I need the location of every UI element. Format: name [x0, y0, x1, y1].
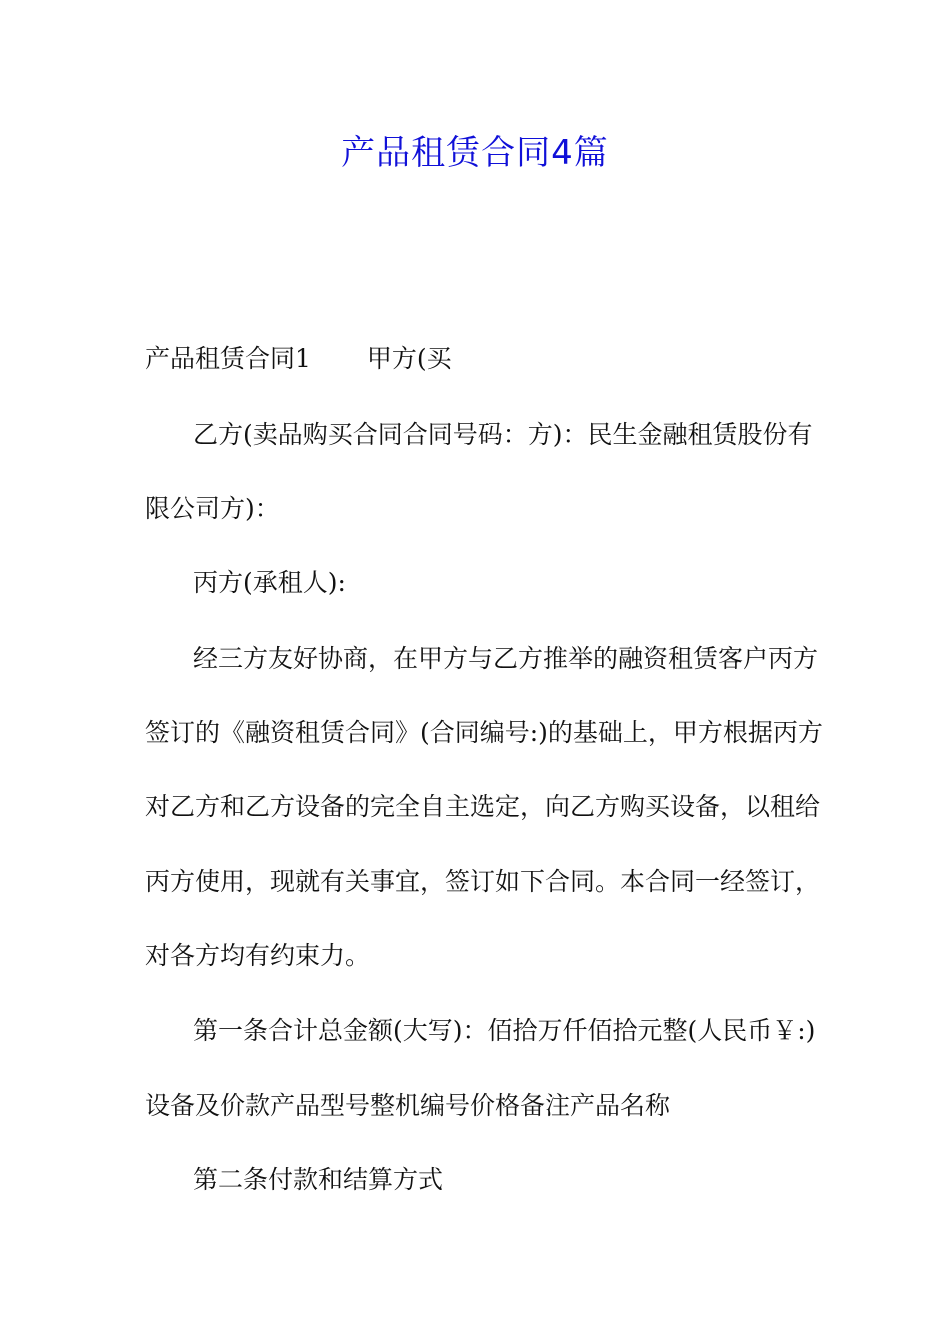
paragraph-line: 对各方均有约束力。 [145, 941, 371, 970]
paragraph-line: 对乙方和乙方设备的完全自主选定，向乙方购买设备，以租给 [145, 792, 821, 821]
document-title: 产品租赁合同4篇 [341, 133, 609, 173]
paragraph-line: 设备及价款产品型号整机编号价格备注产品名称 [145, 1091, 671, 1120]
paragraph-line: 经三方友好协商，在甲方与乙方推举的融资租赁客户丙方 [193, 644, 819, 673]
paragraph-line: 限公司方)： [145, 494, 280, 523]
paragraph-line: 第二条付款和结算方式 [193, 1165, 444, 1194]
contract-heading-line [145, 339, 452, 379]
paragraph-line: 第一条合计总金额(大写)：佰拾万仟佰拾元整(人民币￥:) [193, 1016, 816, 1045]
paragraph-line: 乙方(卖品购买合同合同号码：方)：民生金融租赁股份有 [193, 420, 813, 449]
paragraph-line: 丙方(承租人): [193, 568, 346, 597]
paragraph-line: 签订的《融资租赁合同》(合同编号:)的基础上，甲方根据丙方 [145, 718, 823, 747]
party-a-label: 甲方(买 [366, 344, 452, 373]
paragraph-line: 丙方使用，现就有关事宜，签订如下合同。本合同一经签订， [145, 867, 821, 896]
contract-number-label: 产品租赁合同1 [145, 344, 311, 373]
